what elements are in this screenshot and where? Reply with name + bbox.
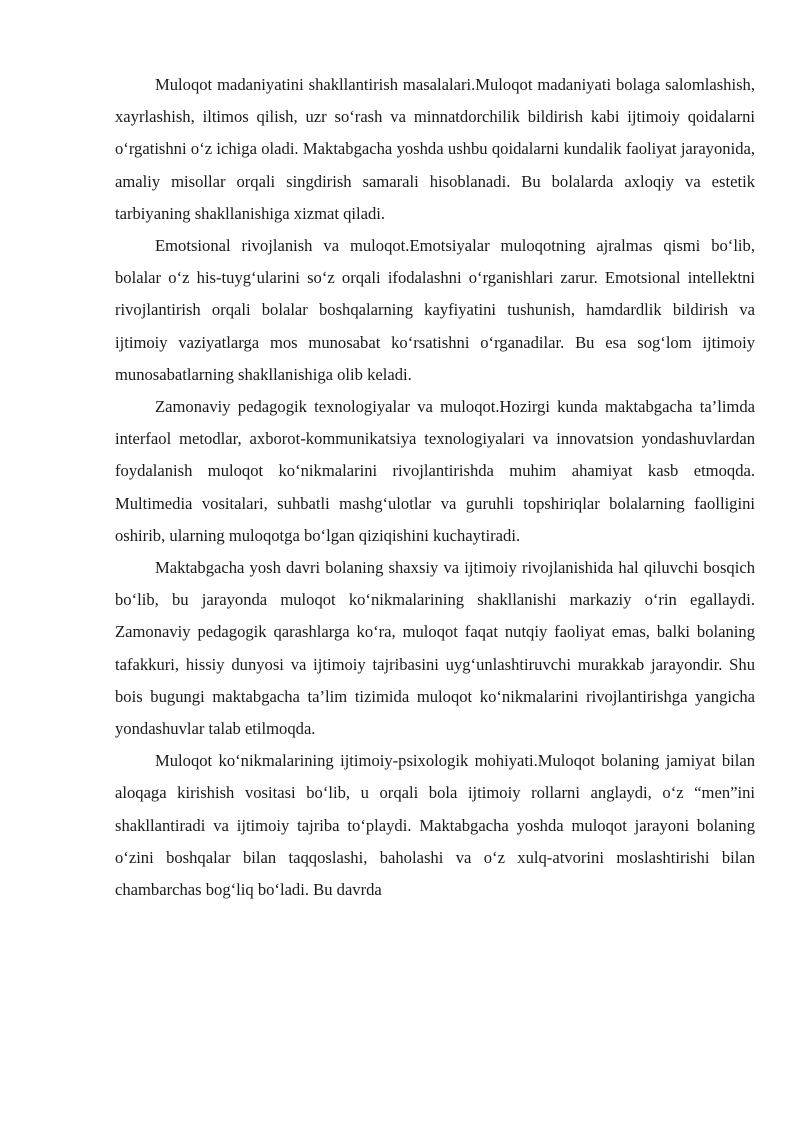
document-page bbox=[115, 69, 755, 906]
paragraph-emotional-development: Emotsional rivojlanish va muloqot.Emotsiyalar muloqotning ajralmas qismi bo‘lib, bolalar o‘z his-tuyg‘ularini so‘z orqali ifodalashni o‘rganishlari zarur. Emotsional intellektni rivojlantirish orqali bolalar boshqalarning kayfiyatini tushunish, hamdardlik bildirish va ijtimoiy vaziyatlarga mos munosabat ko‘rsatishni o‘rganadilar. Bu esa sog‘lom ijtimoiy munosabatlarning shakllanishiga olib keladi. bbox=[115, 236, 755, 384]
paragraph-modern-technologies: Zamonaviy pedagogik texnologiyalar va muloqot.Hozirgi kunda maktabgacha ta’limda interfaol metodlar, axborot-kommunikatsiya texnologiyalari va innovatsion yondashuvlardan foydalanish muloqot ko‘nikmalarini rivojlantirishda muhim ahamiyat kasb etmoqda. Multimedia vositalari, suhbatli mashg‘ulotlar va guruhli topshiriqlar bolalarning faolligini oshirib, ularning muloqotga bo‘lgan qiziqishini kuchaytiradi. bbox=[115, 397, 755, 545]
paragraph-social-psychological: Muloqot ko‘nikmalarining ijtimoiy-psixologik mohiyati.Muloqot bolaning jamiyat bilan aloqaga kirishish vositasi bo‘lib, u orqali bola ijtimoiy rollarni anglaydi, o‘z “men”ini shakllantiradi va ijtimoiy tajriba to‘playdi. Maktabgacha yoshda muloqot jarayoni bolaning o‘zini boshqalar bilan taqqoslashi, baholashi va o‘z xulq-atvorini moslashtirishi bilan chambarchas bog‘liq bo‘ladi. Bu davrda bbox=[115, 751, 755, 900]
paragraph-communication-culture: Muloqot madaniyatini shakllantirish masalalari.Muloqot madaniyati bolaga salomlashish, xayrlashish, iltimos qilish, uzr so‘rash va minnatdorchilik bildirish kabi ijtimoiy qoidalarni o‘rgatishni o‘z ichiga oladi. Maktabgacha yoshda ushbu qoidalarni kundalik faoliyat jarayonida, amaliy misollar orqali singdirish samarali hisoblanadi. Bu bolalarda axloqiy va estetik tarbiyaning shakllanishiga xizmat qiladi. bbox=[115, 75, 755, 223]
paragraph-preschool-age: Maktabgacha yosh davri bolaning shaxsiy va ijtimoiy rivojlanishida hal qiluvchi bosqich bo‘lib, bu jarayonda muloqot ko‘nikmalarining shakllanishi markaziy o‘rin egallaydi. Zamonaviy pedagogik qarashlarga ko‘ra, muloqot faqat nutqiy faoliyat emas, balki bolaning tafakkuri, hissiy dunyosi va ijtimoiy tajribasini uyg‘unlashtiruvchi murakkab jarayondir. Shu bois bugungi maktabgacha ta’lim tizimida muloqot ko‘nikmalarini rivojlantirishga yangicha yondashuvlar talab etilmoqda. bbox=[115, 558, 755, 739]
